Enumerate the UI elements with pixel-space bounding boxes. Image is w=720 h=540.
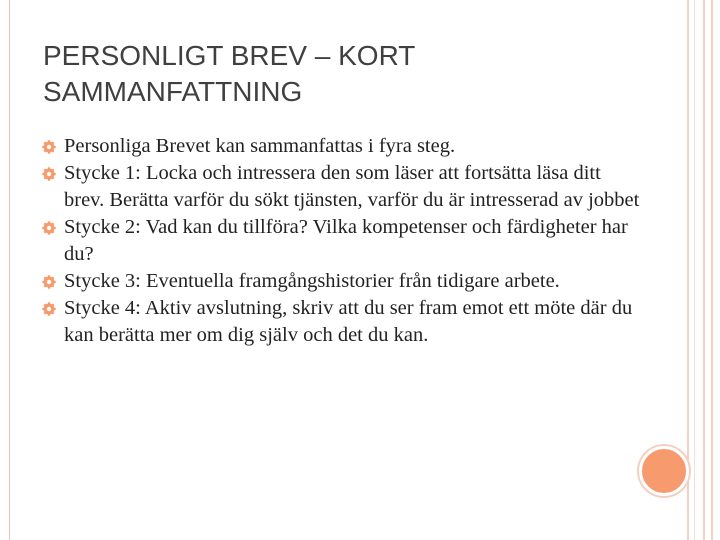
bullet-item	[42, 295, 642, 349]
right-frame-line-thin	[694, 0, 695, 540]
bullet-item	[42, 160, 642, 214]
bullet-item	[42, 268, 642, 295]
decorative-circle	[639, 446, 689, 496]
left-frame-border	[0, 0, 10, 540]
bullet-text: Stycke 3: Eventuella framgångshistorier från tidigare arbete.	[64, 270, 560, 292]
bullet-item	[42, 133, 642, 160]
right-frame-line	[687, 0, 689, 540]
slide-title: PERSONLIGT BREV – KORT SAMMANFATTNING	[43, 40, 415, 107]
right-frame-border	[703, 0, 713, 540]
bullet-text: Stycke 1: Locka och intressera den som läser att fortsätta läsa ditt brev. Berätta varför du sökt tjänsten, varför du är intresserad av jobbet	[64, 162, 640, 211]
gear-icon	[42, 167, 56, 181]
bullet-text: Stycke 2: Vad kan du tillföra? Vilka kompetenser och färdigheter har du?	[64, 216, 628, 265]
bullet-text: Personliga Brevet kan sammanfattas i fyra steg.	[64, 135, 456, 157]
gear-icon	[42, 302, 56, 316]
gear-icon	[42, 140, 56, 154]
gear-icon	[42, 221, 56, 235]
bullet-text: Stycke 4: Aktiv avslutning, skriv att du ser fram emot ett möte där du kan berätta mer om dig själv och det du kan.	[64, 297, 633, 346]
bullet-item	[42, 214, 642, 268]
bullet-list	[42, 133, 642, 349]
gear-icon	[42, 275, 56, 289]
